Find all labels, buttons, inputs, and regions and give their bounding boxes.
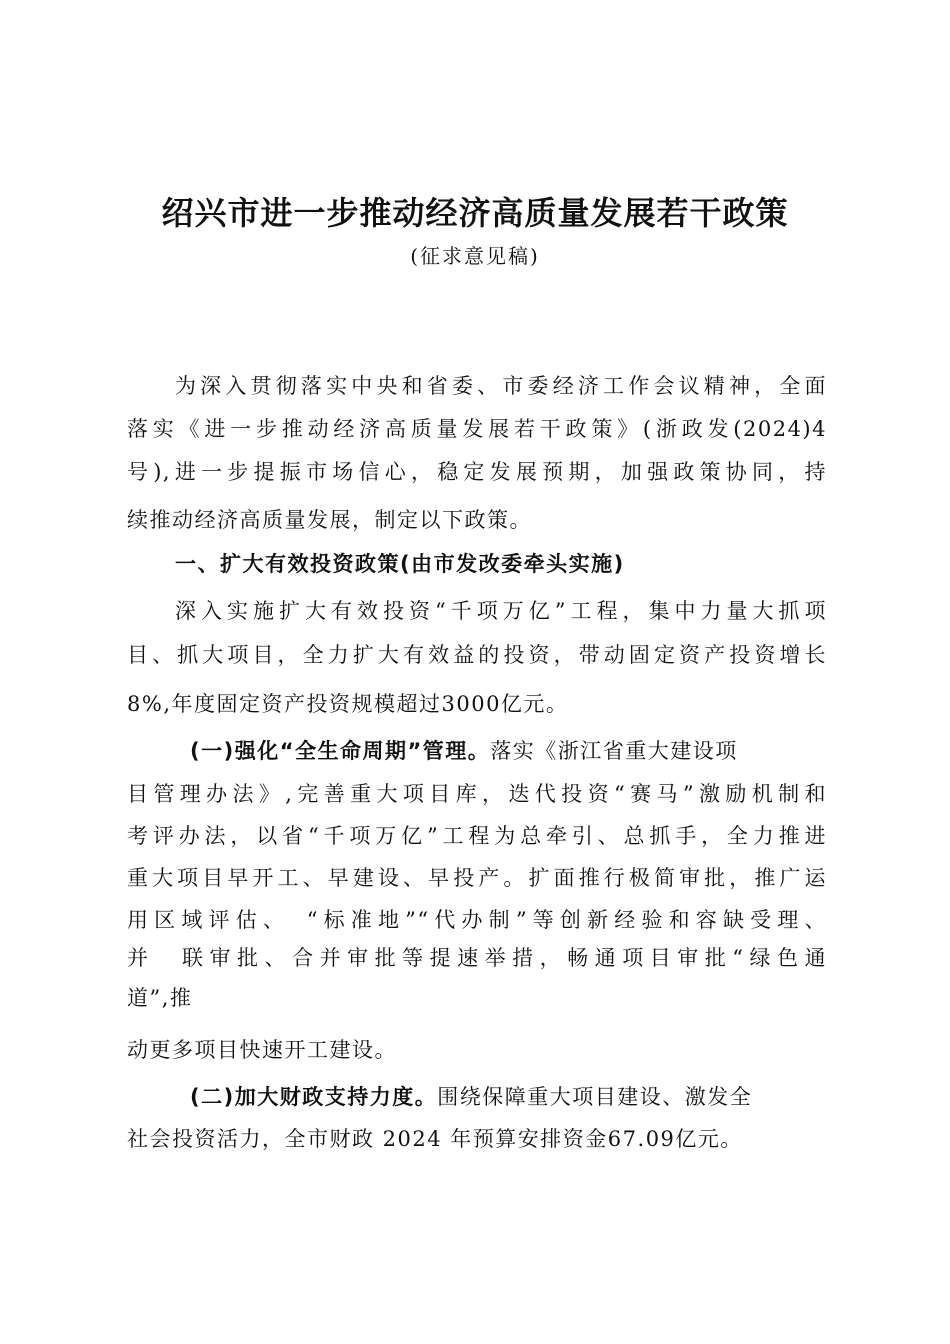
item-1-line-4: 重大项目早开工、早建设、早投产。扩面推行极简审批，推广运 <box>127 866 827 890</box>
intro-line-2: 落实《进一步推动经济高质量发展若干政策》(浙政发(2024)4 <box>127 417 827 441</box>
intro-line-4: 续推动经济高质量发展，制定以下政策。 <box>127 508 532 532</box>
item-1-text: 落实《浙江省重大建设项 <box>490 739 738 763</box>
item-2-heading: (二)加大财政支持力度。 <box>190 1085 438 1109</box>
item-2-text: 围绕保障重大项目建设、激发全 <box>437 1085 753 1109</box>
intro-line-3: 号),进一步提振市场信心，稳定发展预期，加强政策协同，持 <box>127 460 827 484</box>
document-title: 绍兴市进一步推动经济高质量发展若干政策 <box>161 194 789 232</box>
item-1-line-3: 考评办法，以省“千项万亿”工程为总牵引、总抓手，全力推进 <box>127 824 827 848</box>
item-1-line-8: 动更多项目快速开工建设。 <box>127 1038 397 1062</box>
section-1-line-3: 8%,年度固定资产投资规模超过3000亿元。 <box>127 692 569 716</box>
item-1-line-7: 道”,推 <box>127 986 193 1010</box>
item-1-line-5: 用区域评估、 “标准地”“代办制”等创新经验和容缺受理、 <box>127 908 827 932</box>
document-subtitle: (征求意见稿) <box>410 244 540 268</box>
item-1-line-1 <box>190 737 827 765</box>
item-1-line-2: 目管理办法》,完善重大项目库，迭代投资“赛马”激励机制和 <box>127 782 827 806</box>
item-1-line-6: 并 联审批、合并审批等提速举措，畅通项目审批“绿色通 <box>127 946 827 970</box>
section-1-heading: 一、扩大有效投资政策(由市发改委牵头实施) <box>175 552 625 576</box>
item-1-heading: (一)强化“全生命周期”管理。 <box>190 739 491 763</box>
item-2-line-2: 社会投资活力，全市财政 2024 年预算安排资金67.09亿元。 <box>127 1127 743 1151</box>
section-1-line-1: 深入实施扩大有效投资“千项万亿”工程，集中力量大抓项 <box>175 599 827 623</box>
intro-line-1: 为深入贯彻落实中央和省委、市委经济工作会议精神，全面 <box>175 374 827 398</box>
item-2-line-1 <box>190 1083 827 1111</box>
section-1-line-2: 目、抓大项目，全力扩大有效益的投资，带动固定资产投资增长 <box>127 643 827 667</box>
